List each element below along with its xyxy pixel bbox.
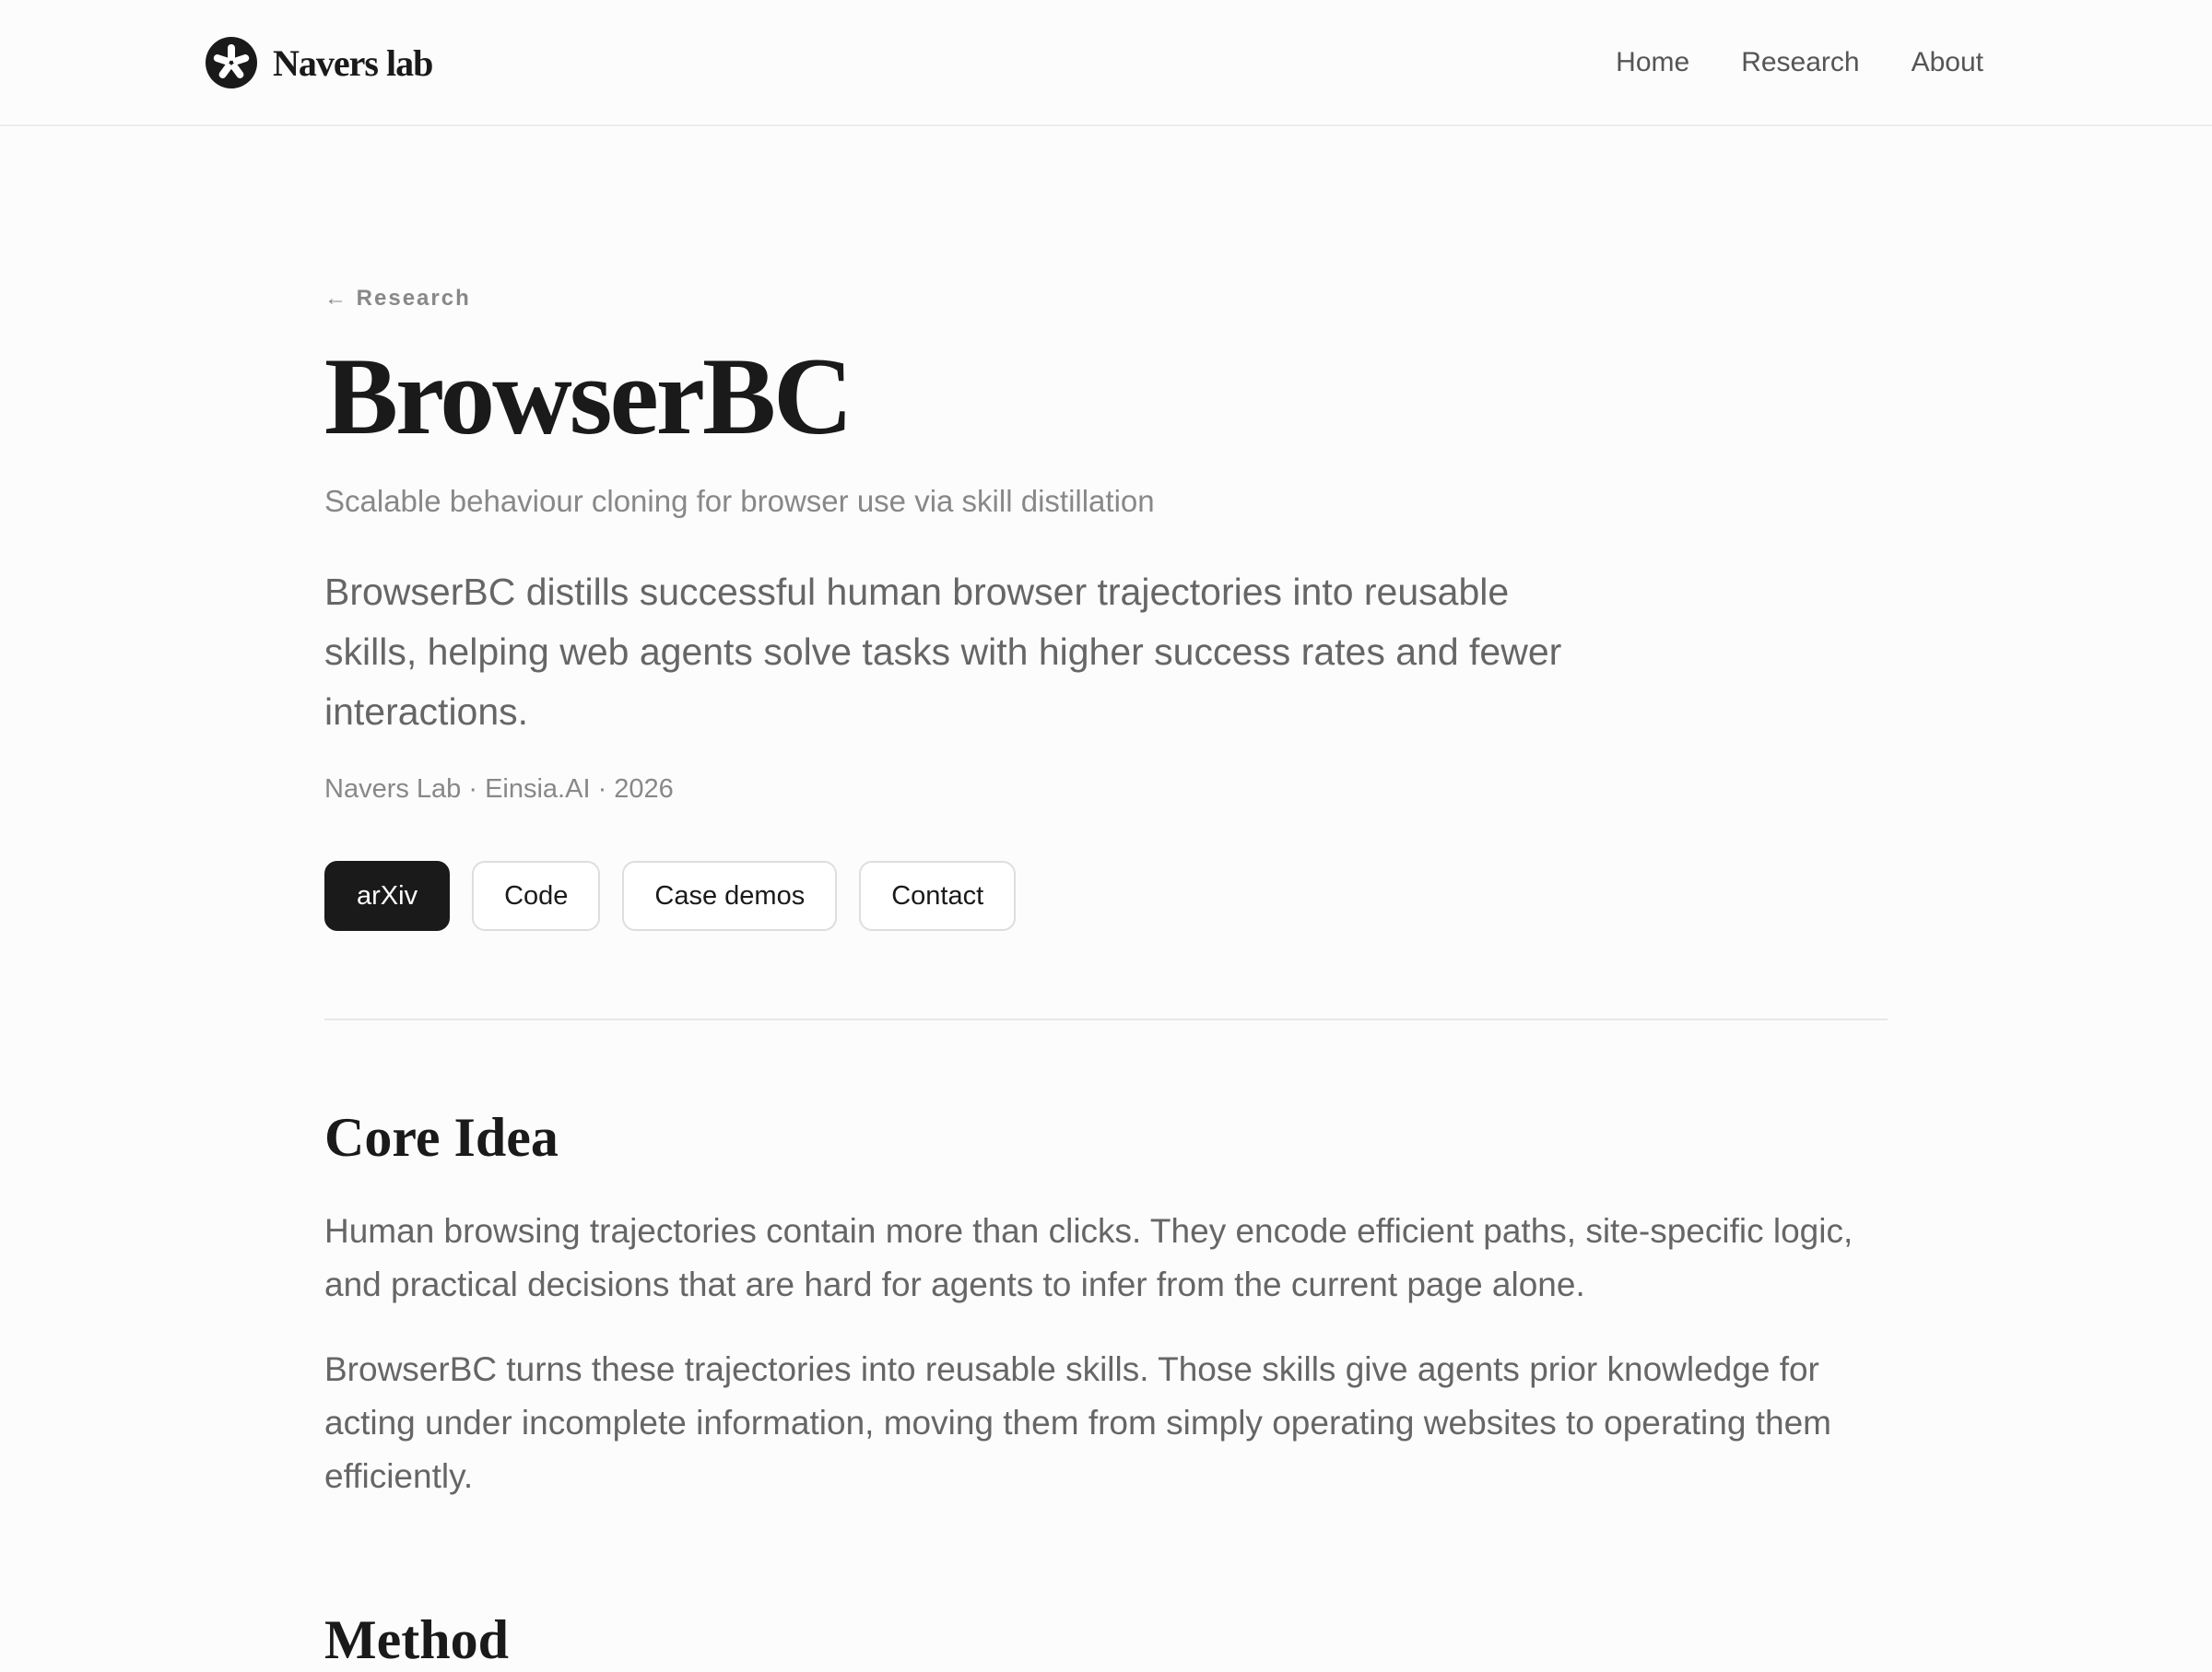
authors-meta: Navers Lab · Einsia.AI · 2026 <box>324 774 674 804</box>
method-heading: Method <box>324 1609 509 1670</box>
page-subtitle: Scalable behaviour cloning for browser use via skill distillation <box>324 484 1155 518</box>
page-title: BrowserBC <box>324 335 851 457</box>
core-idea-paragraph: Human browsing trajectories contain more than clicks. They encode efficient paths, site-specific logic, and practical decisions that are hard for agents to infer from the current page alone. <box>324 1212 1853 1303</box>
asterisk-logo-icon <box>205 36 258 89</box>
nav-link-about[interactable]: About <box>1911 47 1983 77</box>
main-nav <box>1564 41 1983 85</box>
brand-name: Navers lab <box>273 41 433 84</box>
lead-paragraph: BrowserBC distills successful human browser trajectories into reusable skills, helping web agents solve tasks with higher success rates and fewer interactions. <box>324 571 1562 733</box>
code-button[interactable]: Code <box>472 861 600 931</box>
arxiv-button[interactable]: arXiv <box>324 861 450 931</box>
nav-link-research[interactable]: Research <box>1741 47 1860 77</box>
core-idea-heading: Core Idea <box>324 1107 559 1168</box>
top-navigation-bar <box>0 0 2212 126</box>
core-idea-paragraph: BrowserBC turns these trajectories into reusable skills. Those skills give agents prior knowledge for acting under incomplete information, moving them from simply operating websites to operating them efficiently. <box>324 1350 1831 1495</box>
action-buttons <box>324 861 1038 931</box>
case-demos-button[interactable]: Case demos <box>622 861 837 931</box>
nav-link-home[interactable]: Home <box>1616 47 1690 77</box>
brand-home-link[interactable] <box>205 35 432 90</box>
back-to-research-link[interactable]: ← Research <box>324 286 471 311</box>
contact-button[interactable]: Contact <box>859 861 1016 931</box>
section-divider <box>324 1019 1888 1020</box>
